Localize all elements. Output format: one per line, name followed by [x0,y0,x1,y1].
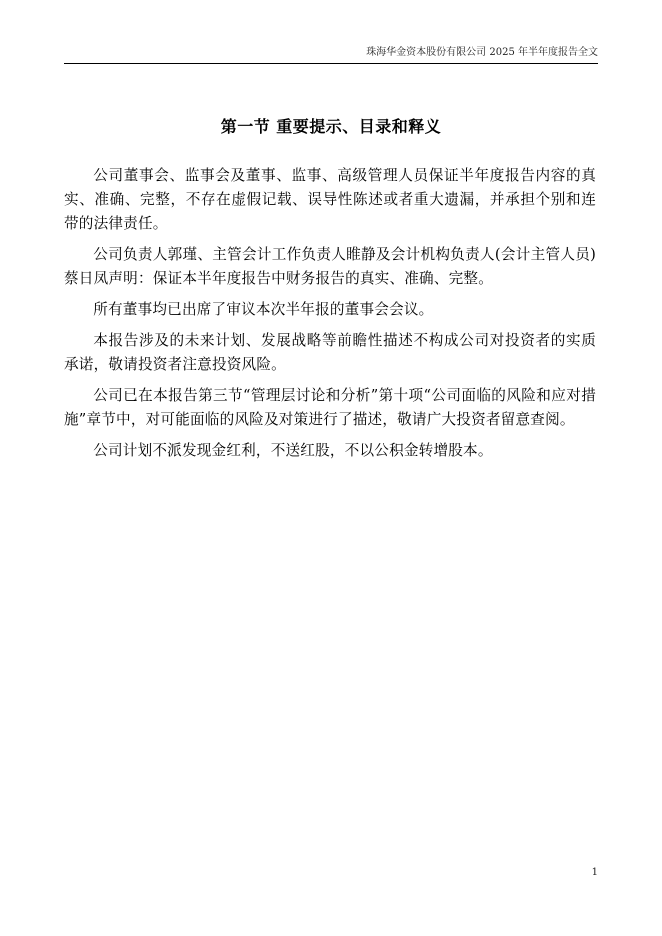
paragraph-risk-disclosure: 公司已在本报告第三节“管理层讨论和分析”第十项“公司面临的风险和应对措施”章节中，对可能面临的风险及对策进行了描述，敬请广大投资者留意查阅。 [64,387,596,428]
paragraph-board-guarantee: 公司董事会、监事会及董事、监事、高级管理人员保证半年度报告内容的真实、准确、完整，不存在虚假记载、误导性陈述或者重大遗漏，并承担个别和连带的法律责任。 [64,167,596,232]
paragraph-director-attendance: 所有董事均已出席了审议本次半年报的董事会会议。 [93,301,434,318]
page-number: 1 [591,867,598,878]
paragraph-forward-looking: 本报告涉及的未来计划、发展战略等前瞻性描述不构成公司对投资者的实质承诺，敬请投资者注意投资风险。 [64,332,596,373]
document-body [64,164,596,470]
paragraph-responsible-persons: 公司负责人郭瑾、主管会计工作负责人睢静及会计机构负责人(会计主管人员)蔡日凤声明：保证本半年度报告中财务报告的真实、准确、完整。 [64,246,596,287]
section-title: 第一节 重要提示、目录和释义 [220,117,442,136]
header-divider [64,63,598,64]
running-header: 珠海华金资本股份有限公司 2025 年半年度报告全文 [366,47,598,58]
paragraph-dividend-plan: 公司计划不派发现金红利，不送红股，不以公积金转增股本。 [93,442,493,459]
